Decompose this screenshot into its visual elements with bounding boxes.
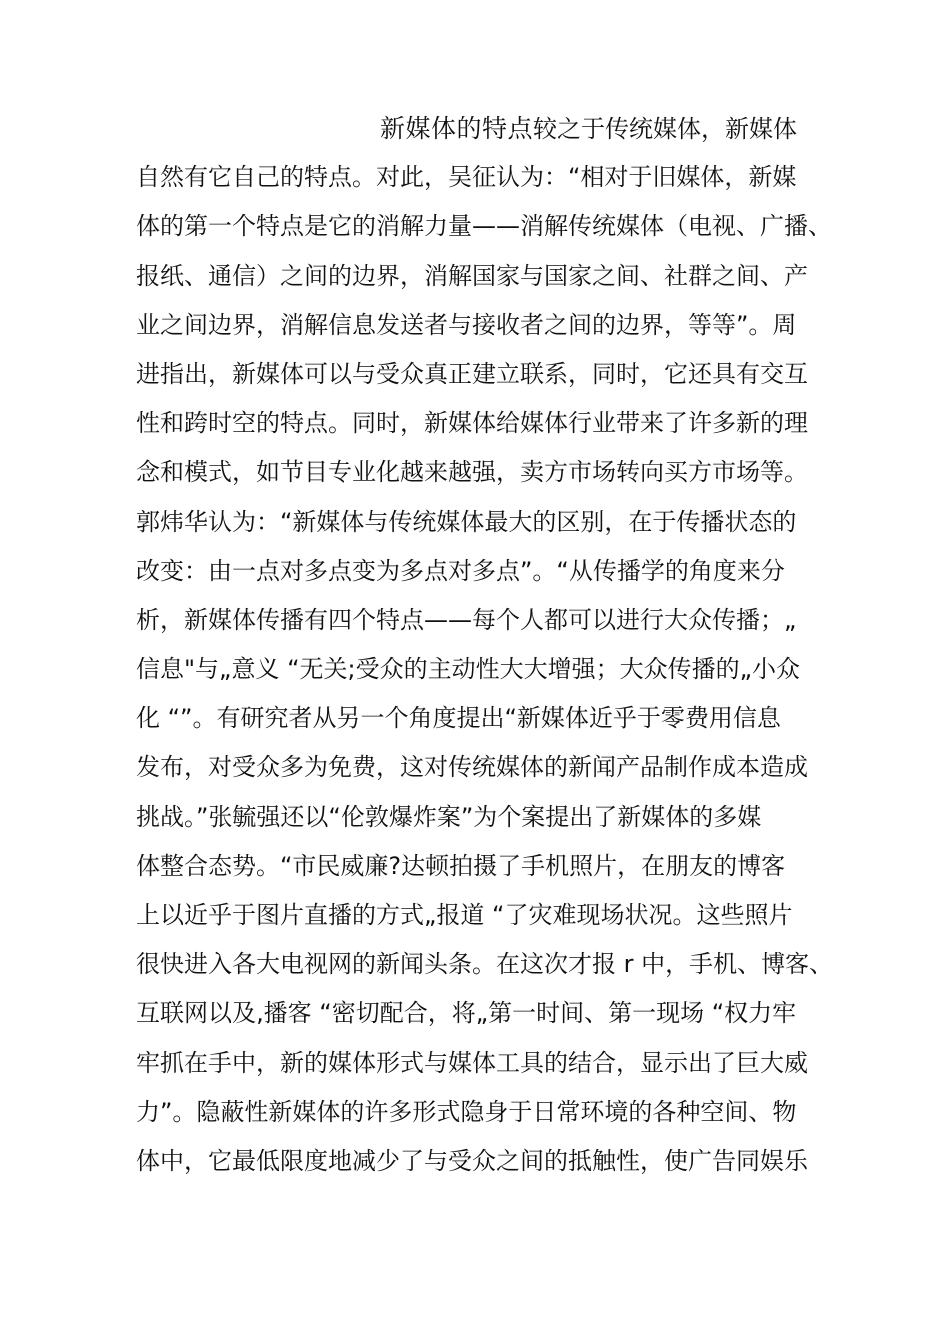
text-line-19: 互联网以及‚播客 “密切配合，将„第一时间、第一现场 “权力牢	[136, 999, 797, 1028]
text-line-16: 体整合态势。“市民威廉?达顿拍摄了手机照片，在朋友的博客	[136, 851, 786, 880]
text-line-4: 报纸、通信）之间的边界，消解国家与国家之间、社群之间、产	[136, 261, 808, 290]
section-heading: 新媒体的特点	[380, 114, 534, 143]
text-line-9: 郭炜华认为：“新媒体与传统媒体最大的区别，在于传播状态的	[136, 507, 797, 536]
text-line-21: 力”。隐蔽性新媒体的许多形式隐身于日常环境的各种空间、物	[136, 1097, 797, 1126]
text-line-5: 业之间边界，消解信息发送者与接收者之间的边界，等等”。周	[136, 310, 797, 339]
text-line-2: 自然有它自己的特点。对此，吴征认为：“相对于旧媒体，新媒	[136, 163, 797, 192]
text-line-8: 念和模式，如节目专业化越来越强，卖方市场转向买方市场等。	[136, 458, 808, 487]
text-line-18: 很快进入各大电视网的新闻头条。在这次才报 r 中，手机、博客、	[136, 950, 834, 979]
text-line-3: 体的第一个特点是它的消解力量——消解传统媒体（电视、广播、	[136, 212, 832, 241]
text-line-13: 化 “”。有研究者从另一个角度提出“新媒体近乎于零费用信息	[136, 704, 781, 733]
text-line-6: 进指出，新媒体可以与受众真正建立联系，同时，它还具有交互	[136, 359, 808, 388]
text-line-17: 上以近乎于图片直播的方式„报道 “了灾难现场状况。这些照片	[136, 901, 793, 929]
text-line-22: 体中，它最低限度地减少了与受众之间的抵触性，使广告同娱乐	[136, 1146, 808, 1175]
text-line-7: 性和跨时空的特点。同时，新媒体给媒体行业带来了许多新的理	[136, 409, 808, 438]
text-line-11: 析，新媒体传播有四个特点——每个人都可以进行大众传播；„	[136, 605, 797, 634]
body-text	[136, 104, 836, 1186]
text-line-15: 挑战。”张毓强还以“伦敦爆炸案”为个案提出了新媒体的多媒	[136, 802, 762, 831]
text-line-1-rest: 较之于传统媒体，新媒体	[533, 115, 798, 143]
text-line-12: 信息"与„意义 “无关;受众的主动性大大增强；大众传播的„小众	[136, 655, 801, 684]
text-line-10: 改变：由一点对多点变为多点对多点”。“从传播学的角度来分	[136, 556, 785, 585]
text-line-14: 发布，对受众多为免费，这对传统媒体的新闻产品制作成本造成	[136, 753, 808, 782]
text-line-1	[136, 104, 836, 153]
text-line-20: 牢抓在手中，新的媒体形式与媒体工具的结合，显示出了巨大威	[136, 1048, 808, 1077]
